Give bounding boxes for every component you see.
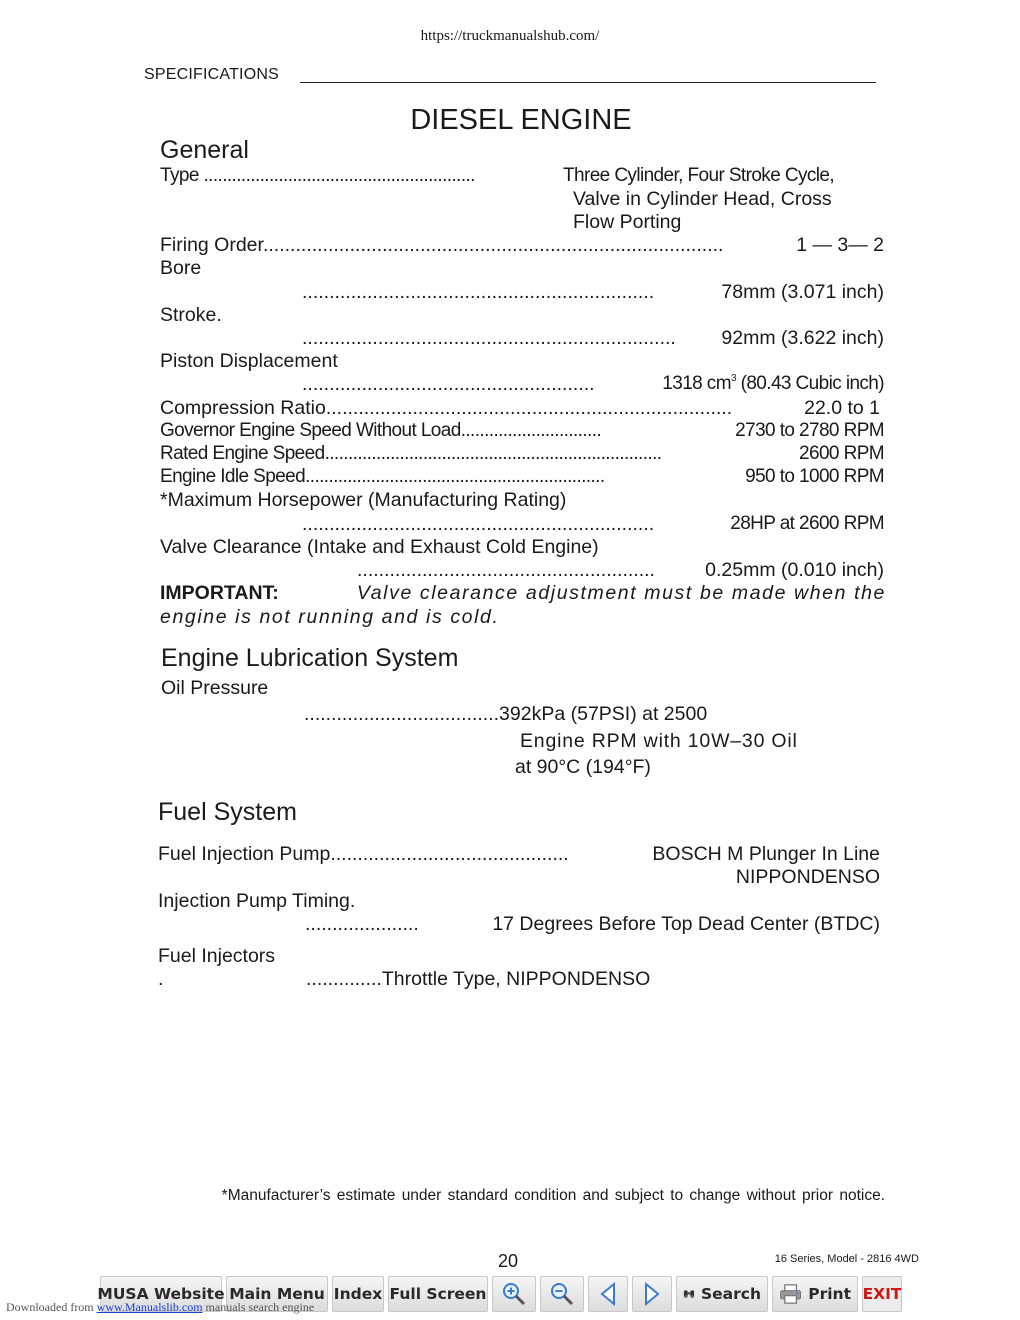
general-heading: General (160, 136, 249, 164)
spec-displacement-label: Piston Displacement (160, 350, 338, 372)
oil-pressure-label: Oil Pressure (161, 677, 269, 699)
full-screen-button[interactable]: Full Screen (388, 1276, 488, 1312)
manualslib-link[interactable]: www.Manualslib.com (96, 1300, 203, 1314)
oil-pressure-value: ....................................392kPa (57PSI) at 2500 (304, 703, 708, 725)
spec-type-value-2: Valve in Cylinder Head, Cross (573, 188, 832, 210)
spec-compression-value: 22.0 to 1 (804, 397, 880, 419)
spec-type-value: Three Cylinder, Four Stroke Cycle, (563, 165, 835, 186)
spec-governor-label: Governor Engine Speed Without Load.............................. (160, 420, 602, 441)
spec-governor-value: 2730 to 2780 RPM (735, 420, 884, 441)
spec-horsepower-dots: ................................................................. (302, 513, 655, 535)
spec-bore-value: 78mm (3.071 inch) (721, 281, 884, 303)
pump-timing-dots: ..................... (305, 913, 419, 935)
fuel-injectors-value: ..............Throttle Type, NIPPONDENSO (306, 968, 651, 990)
spec-stroke-value: 92mm (3.622 inch) (721, 327, 884, 349)
injection-pump-value: BOSCH M Plunger In Line (652, 843, 880, 865)
spec-firing-value: 1 — 3— 2 (796, 234, 884, 256)
next-page-icon (642, 1281, 662, 1307)
spec-displacement-value: 1318 $cm^3$ (80.43 Cubic inch) (662, 373, 884, 394)
injection-pump-label: Fuel Injection Pump............................................ (158, 843, 569, 865)
oil-pressure-value-2: Engine RPM with 10W–30 Oil (520, 730, 798, 752)
spec-bore-dots: ................................................................. (302, 281, 655, 303)
injection-pump-value-2: NIPPONDENSO (735, 866, 880, 888)
search-button[interactable] (676, 1276, 768, 1312)
fuel-injectors-label: Fuel Injectors (158, 945, 276, 967)
spec-firing-label: Firing Order..................................................................................... (160, 234, 724, 256)
spec-valve-value: 0.25mm (0.010 inch) (705, 559, 884, 581)
printer-icon (779, 1281, 802, 1307)
previous-page-button[interactable] (588, 1276, 628, 1312)
spec-valve-label: Valve Clearance (Intake and Exhaust Cold Engine) (160, 536, 599, 558)
print-button[interactable] (772, 1276, 858, 1312)
spec-type-value-3: Flow Porting (573, 211, 682, 233)
fuel-injectors-dot: . (158, 968, 164, 990)
spec-stroke-dots: ..................................................................... (302, 327, 676, 349)
pump-timing-value: 17 Degrees Before Top Dead Center (BTDC) (492, 913, 880, 935)
pump-timing-label: Injection Pump Timing. (158, 890, 356, 912)
zoom-out-button[interactable] (540, 1276, 584, 1312)
print-label: Print (808, 1285, 851, 1303)
important-label: IMPORTANT: (160, 582, 279, 604)
model-series: 16 Series, Model - 2816 4WD (774, 1253, 919, 1265)
spec-compression-label: Compression Ratio........................................................................... (160, 397, 733, 419)
spec-idle-label: Engine Idle Speed................................................................ (160, 466, 605, 487)
spec-rated-value: 2600 RPM (799, 443, 884, 464)
spec-type-label: Type .......................................................... (160, 165, 475, 186)
next-page-button[interactable] (632, 1276, 672, 1312)
section-rule (300, 82, 876, 83)
fuel-heading: Fuel System (158, 798, 297, 826)
page-number: 20 (498, 1251, 519, 1271)
spec-valve-dots: ....................................................... (357, 559, 655, 581)
index-button[interactable]: Index (332, 1276, 384, 1312)
binoculars-icon (683, 1282, 695, 1306)
footnote: *Manufacturer’s estimate under standard condition and subject to change without prior notice. (221, 1187, 885, 1204)
previous-page-icon (598, 1281, 618, 1307)
spec-rated-label: Rated Engine Speed........................................................................ (160, 443, 662, 464)
page-title: DIESEL ENGINE (410, 104, 632, 136)
important-text: Valve clearance adjustment must be made when the (356, 582, 886, 604)
exit-button[interactable]: EXIT (862, 1276, 902, 1312)
main-menu-button[interactable]: Main Menu (226, 1276, 328, 1312)
important-text-2: engine is not running and is cold. (160, 606, 500, 628)
oil-pressure-value-3: at 90°C (194°F) (515, 756, 651, 778)
lubrication-heading: Engine Lubrication System (161, 644, 459, 672)
spec-stroke-label: Stroke. (160, 304, 222, 326)
search-label: Search (700, 1285, 761, 1303)
section-label: SPECIFICATIONS (144, 66, 279, 83)
source-url: https://truckmanualshub.com/ (420, 28, 600, 44)
spec-bore-label: Bore (160, 257, 202, 279)
important-note (160, 582, 886, 605)
spec-horsepower-label: *Maximum Horsepower (Manufacturing Rating) (160, 489, 567, 511)
zoom-in-button[interactable] (492, 1276, 536, 1312)
zoom-in-icon (501, 1281, 527, 1307)
spec-displacement-dots: ...................................................... (302, 373, 595, 395)
download-watermark: Downloaded from www.Manualslib.com manuals search engine (6, 1300, 315, 1314)
musa-website-button[interactable]: MUSA Website (100, 1276, 222, 1312)
zoom-out-icon (549, 1281, 575, 1307)
spec-horsepower-value: 28HP at 2600 RPM (730, 513, 884, 534)
spec-idle-value: 950 to 1000 RPM (745, 466, 884, 487)
